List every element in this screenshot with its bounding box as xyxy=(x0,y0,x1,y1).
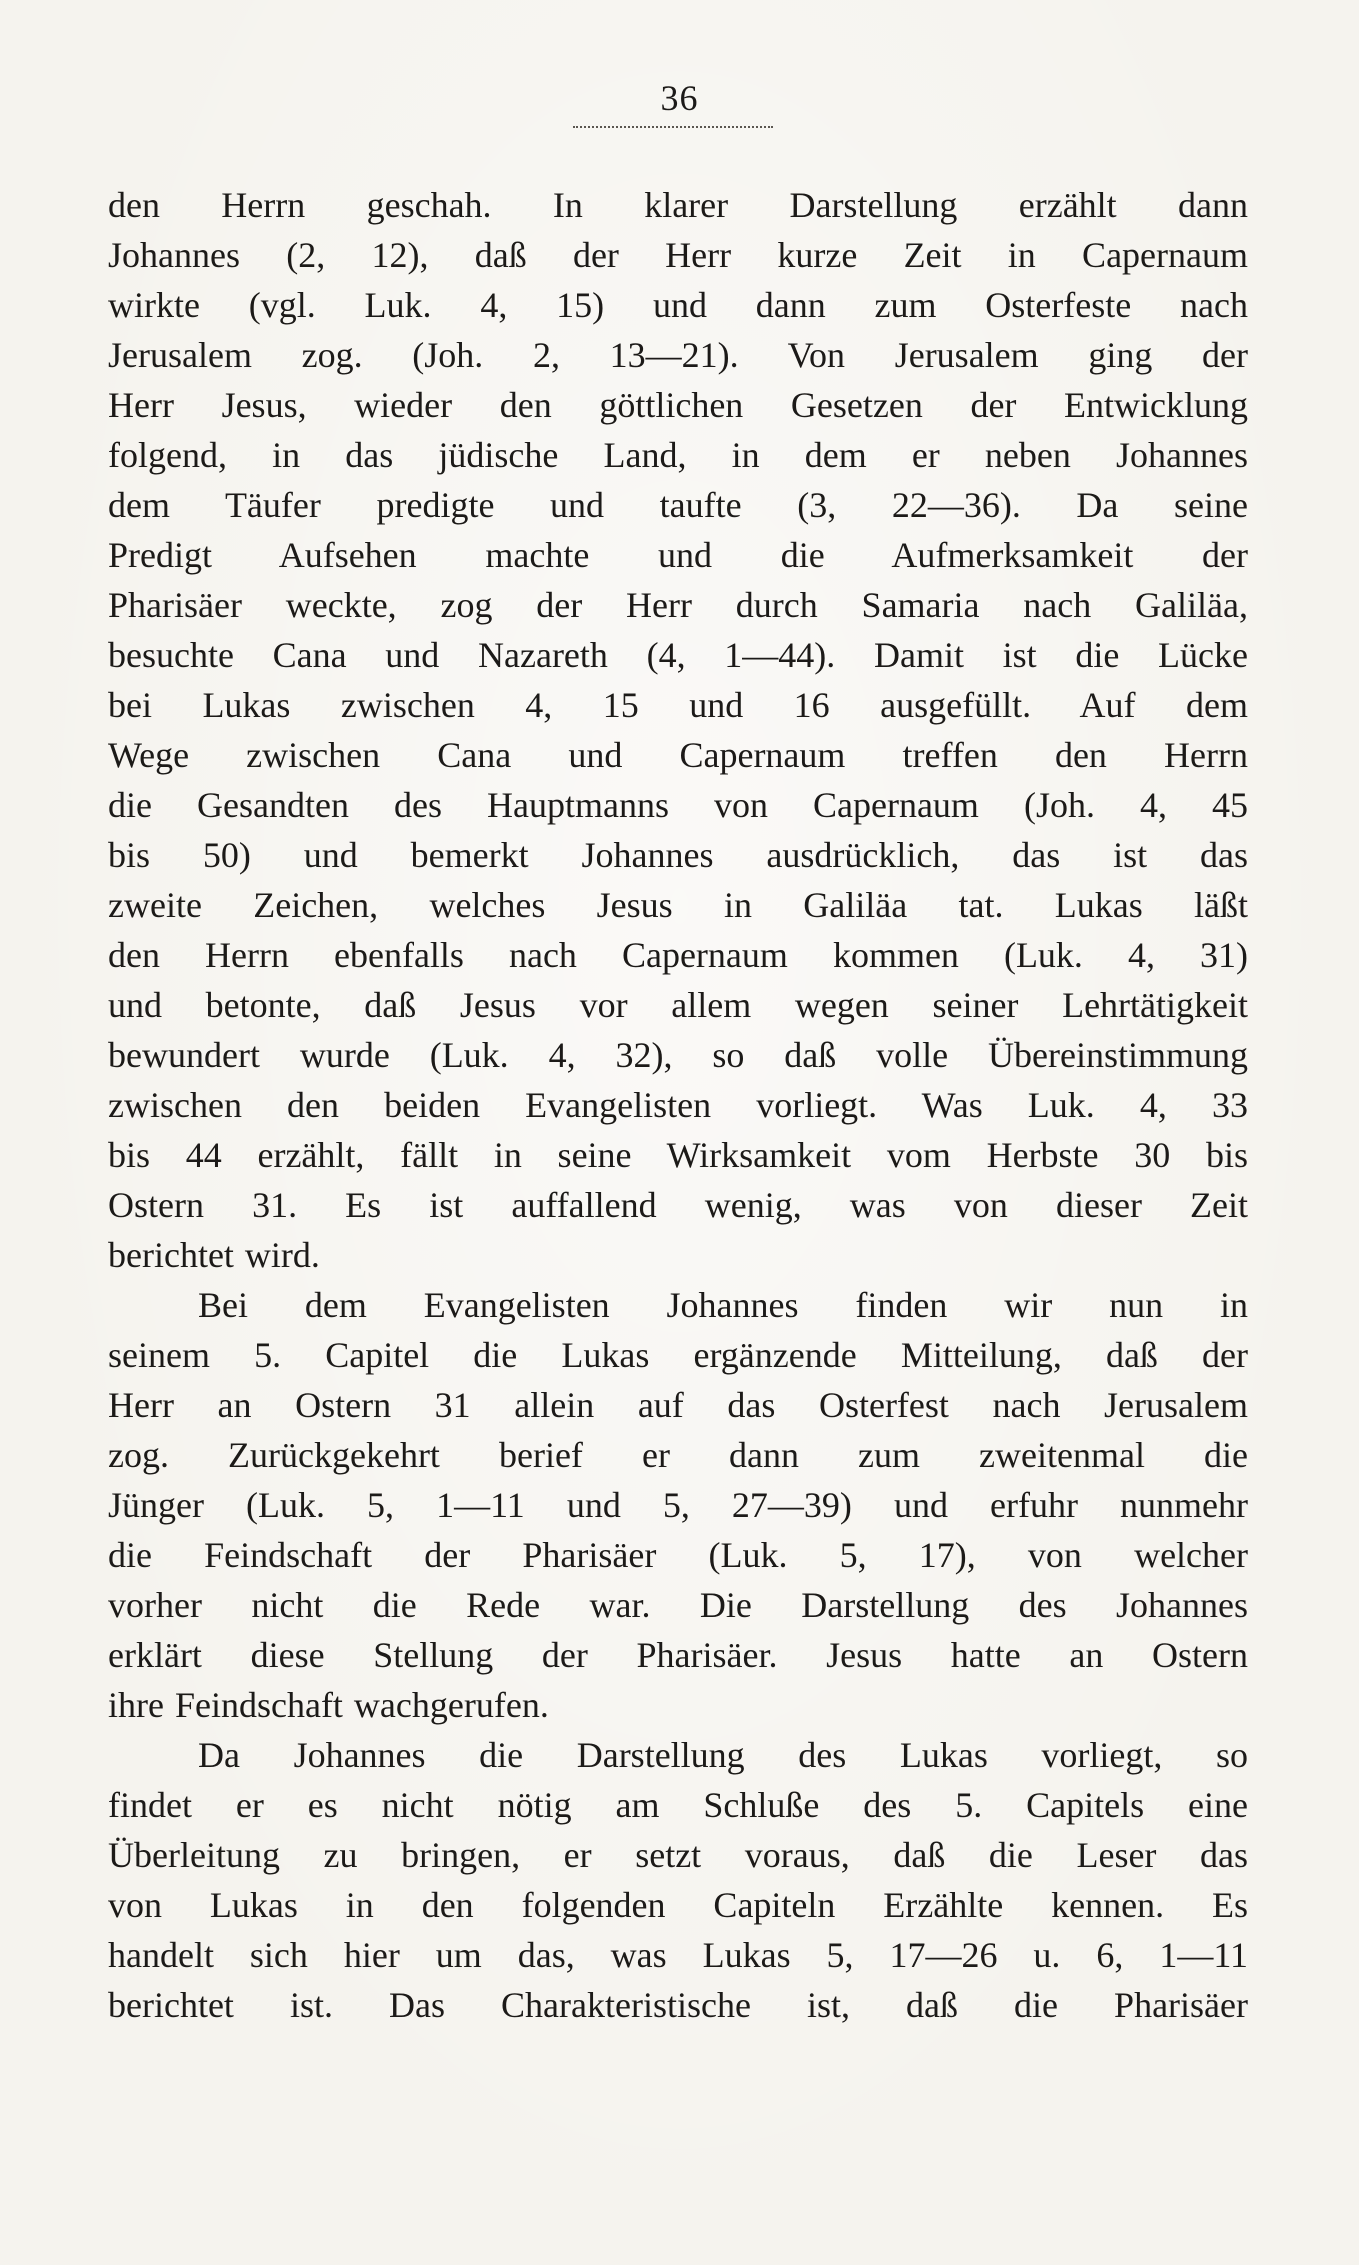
text-line: zweite Zeichen, welches Jesus in Galiläa tat. Lukas läßt xyxy=(108,885,1248,925)
text-line: bis 50) und bemerkt Johannes ausdrücklich, das ist das xyxy=(108,835,1248,875)
text-line: seinem 5. Capitel die Lukas ergänzende Mitteilung, daß der xyxy=(108,1335,1248,1375)
text-line: den Herrn geschah. In klarer Darstellung erzählt dann xyxy=(108,185,1248,225)
text-line: Da Johannes die Darstellung des Lukas vorliegt, so xyxy=(198,1735,1248,1775)
paragraph-3 xyxy=(108,1730,1248,2030)
text-line: bewundert wurde (Luk. 4, 32), so daß volle Übereinstimmung xyxy=(108,1035,1248,1075)
text-line: dem Täufer predigte und taufte (3, 22—36). Da seine xyxy=(108,485,1248,525)
text-line: bis 44 erzählt, fällt in seine Wirksamkeit vom Herbste 30 bis xyxy=(108,1135,1248,1175)
text-line: Predigt Aufsehen machte und die Aufmerksamkeit der xyxy=(108,535,1248,575)
body-text xyxy=(108,180,1248,2030)
text-line: den Herrn ebenfalls nach Capernaum kommen (Luk. 4, 31) xyxy=(108,935,1248,975)
text-line: findet er es nicht nötig am Schluße des 5. Capitels eine xyxy=(108,1785,1248,1825)
text-line: vorher nicht die Rede war. Die Darstellung des Johannes xyxy=(108,1585,1248,1625)
paragraph-2 xyxy=(108,1280,1248,1730)
text-line: Jerusalem zog. (Joh. 2, 13—21). Von Jerusalem ging der xyxy=(108,335,1248,375)
text-line: ihre Feindschaft wachgerufen. xyxy=(108,1685,549,1725)
text-line: bei Lukas zwischen 4, 15 und 16 ausgefüllt. Auf dem xyxy=(108,685,1248,725)
text-line: Überleitung zu bringen, er setzt voraus, daß die Leser das xyxy=(108,1835,1248,1875)
paragraph-1 xyxy=(108,180,1248,1280)
text-line: folgend, in das jüdische Land, in dem er neben Johannes xyxy=(108,435,1248,475)
text-line: wirkte (vgl. Luk. 4, 15) und dann zum Osterfeste nach xyxy=(108,285,1248,325)
text-line: Ostern 31. Es ist auffallend wenig, was von dieser Zeit xyxy=(108,1185,1248,1225)
text-line: und betonte, daß Jesus vor allem wegen seiner Lehrtätigkeit xyxy=(108,985,1248,1025)
text-line: berichtet ist. Das Charakteristische ist, daß die Pharisäer xyxy=(108,1985,1248,2025)
text-line: Wege zwischen Cana und Capernaum treffen den Herrn xyxy=(108,735,1248,775)
text-line: Pharisäer weckte, zog der Herr durch Samaria nach Galiläa, xyxy=(108,585,1248,625)
text-line: handelt sich hier um das, was Lukas 5, 17—26 u. 6, 1—11 xyxy=(108,1935,1248,1975)
text-line: Jünger (Luk. 5, 1—11 und 5, 27—39) und erfuhr nunmehr xyxy=(108,1485,1248,1525)
text-line: Herr Jesus, wieder den göttlichen Gesetzen der Entwicklung xyxy=(108,385,1248,425)
text-line: Herr an Ostern 31 allein auf das Osterfest nach Jerusalem xyxy=(108,1385,1248,1425)
text-line: erklärt diese Stellung der Pharisäer. Jesus hatte an Ostern xyxy=(108,1635,1248,1675)
text-line: Bei dem Evangelisten Johannes finden wir nun in xyxy=(198,1285,1248,1325)
page-number: 36 xyxy=(660,78,699,118)
text-line: besuchte Cana und Nazareth (4, 1—44). Damit ist die Lücke xyxy=(108,635,1248,675)
text-line: zwischen den beiden Evangelisten vorliegt. Was Luk. 4, 33 xyxy=(108,1085,1248,1125)
text-line: die Feindschaft der Pharisäer (Luk. 5, 17), von welcher xyxy=(108,1535,1248,1575)
text-line: die Gesandten des Hauptmanns von Capernaum (Joh. 4, 45 xyxy=(108,785,1248,825)
text-line: Johannes (2, 12), daß der Herr kurze Zeit in Capernaum xyxy=(108,235,1248,275)
text-line: berichtet wird. xyxy=(108,1235,320,1275)
text-line: zog. Zurückgekehrt berief er dann zum zweitenmal die xyxy=(108,1435,1248,1475)
header-rule xyxy=(573,126,773,132)
text-line: von Lukas in den folgenden Capiteln Erzählte kennen. Es xyxy=(108,1885,1248,1925)
